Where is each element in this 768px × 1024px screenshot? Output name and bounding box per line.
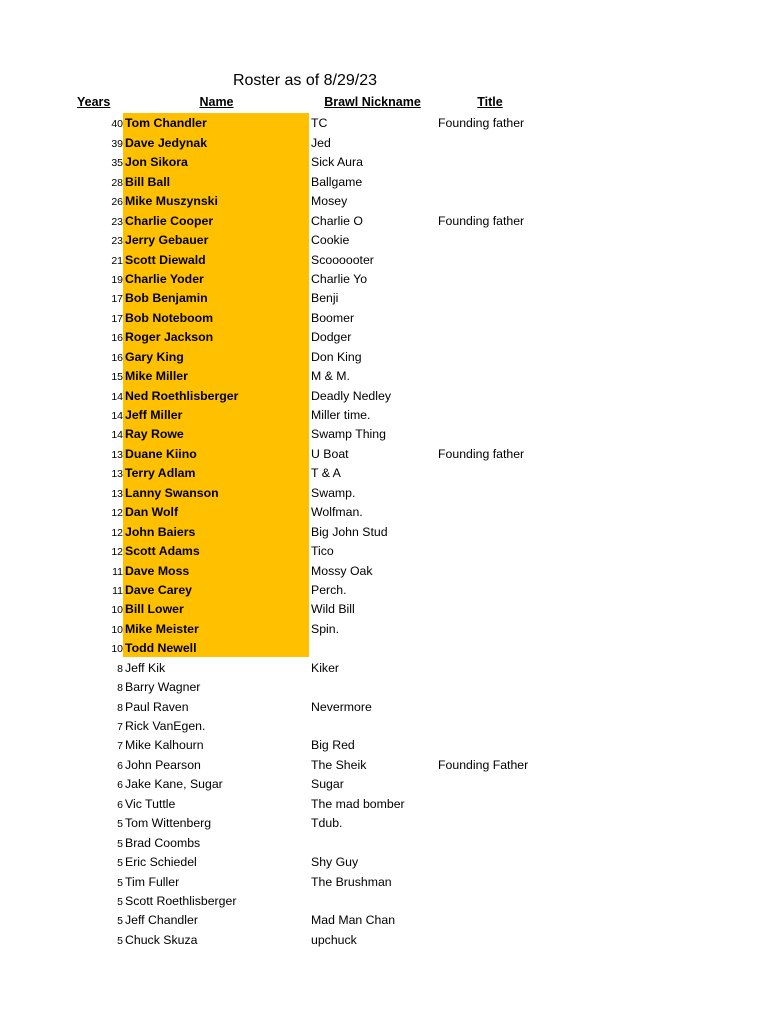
years-cell: 26 (111, 196, 123, 209)
name-cell: Dave Carey (125, 582, 192, 597)
years-cell: 5 (117, 895, 123, 908)
name-cell: Mike Muszynski (125, 194, 218, 209)
years-cell: 8 (117, 662, 123, 675)
roster-row (0, 618, 768, 637)
nickname-cell: Miller time. (311, 408, 371, 422)
roster-row (0, 852, 768, 871)
nickname-cell: TC (311, 116, 328, 131)
nickname-cell: Boomer (311, 310, 355, 325)
name-cell: Eric Schiedel (125, 855, 197, 870)
years-cell: 39 (111, 137, 123, 150)
roster-row (0, 210, 768, 229)
name-cell: Dave Jedynak (125, 135, 208, 150)
roster-row (0, 832, 768, 851)
years-cell: 16 (111, 351, 123, 364)
roster-row (0, 463, 768, 482)
years-cell: 5 (117, 934, 123, 947)
roster-row (0, 541, 768, 560)
years-cell: 17 (111, 312, 123, 325)
nickname-cell: Swamp. (311, 485, 356, 500)
name-cell: Duane Kiino (125, 446, 197, 461)
nickname-cell: T & A (311, 466, 341, 481)
name-cell: Vic Tuttle (125, 796, 176, 811)
title-cell: Founding father (438, 446, 525, 461)
name-cell: Jon Sikora (125, 155, 188, 170)
nickname-cell: Cookie (311, 233, 350, 248)
nickname-cell: M & M. (311, 369, 350, 384)
years-cell: 10 (111, 643, 123, 656)
roster-row (0, 735, 768, 754)
nickname-cell: Kiker (311, 660, 340, 675)
nickname-cell: Wild Bill (311, 602, 355, 617)
name-cell: John Baiers (125, 524, 196, 539)
years-cell: 35 (111, 157, 123, 170)
nickname-cell: Tico (311, 544, 334, 559)
name-cell: Dan Wolf (125, 505, 179, 520)
nickname-cell: The Brushman (311, 874, 392, 889)
name-cell: Ned Roethlisberger (125, 388, 239, 403)
name-cell: Terry Adlam (125, 466, 196, 481)
name-cell: Tom Wittenberg (125, 816, 212, 831)
years-cell: 10 (111, 604, 123, 617)
nickname-cell: Wolfman. (311, 505, 363, 520)
header-years: Years (77, 95, 111, 109)
header-nickname: Brawl Nickname (324, 95, 421, 109)
years-cell: 8 (117, 701, 123, 714)
nickname-cell: Mosey (311, 194, 348, 209)
name-cell: John Pearson (125, 757, 201, 772)
years-cell: 6 (117, 798, 123, 811)
name-cell: Ray Rowe (125, 427, 184, 442)
nickname-cell: Tdub. (311, 816, 343, 831)
roster-row (0, 230, 768, 249)
roster-row (0, 307, 768, 326)
roster-row (0, 696, 768, 715)
roster-row (0, 793, 768, 812)
roster-row (0, 754, 768, 773)
roster-row (0, 366, 768, 385)
nickname-cell: upchuck (311, 932, 357, 947)
title-cell: Founding father (438, 116, 525, 131)
name-cell: Bob Noteboom (125, 310, 214, 325)
nickname-cell: Big Red (311, 738, 355, 753)
nickname-cell: Sick Aura (311, 155, 363, 170)
roster-row (0, 424, 768, 443)
years-cell: 23 (111, 235, 123, 248)
roster-row (0, 346, 768, 365)
roster-row (0, 521, 768, 540)
roster-row (0, 191, 768, 210)
years-cell: 14 (111, 390, 123, 403)
years-cell: 28 (111, 176, 123, 189)
roster-row (0, 677, 768, 696)
roster-row (0, 405, 768, 424)
name-cell: Todd Newell (125, 641, 197, 656)
roster-row (0, 132, 768, 151)
nickname-cell: Swamp Thing (311, 427, 386, 442)
roster-row (0, 502, 768, 521)
name-cell: Brad Coombs (125, 835, 201, 850)
name-cell: Bill Lower (125, 602, 184, 617)
years-cell: 5 (117, 876, 123, 889)
name-cell: Charlie Cooper (125, 213, 214, 228)
nickname-cell: Scoooooter (311, 252, 374, 267)
name-cell: Jeff Chandler (125, 913, 198, 928)
roster-row (0, 269, 768, 288)
header-name: Name (199, 95, 234, 109)
roster-row (0, 813, 768, 832)
name-cell: Jake Kane, Sugar (125, 777, 223, 792)
years-cell: 5 (117, 837, 123, 850)
nickname-cell: Dodger (311, 330, 352, 345)
nickname-cell: Don King (311, 349, 362, 364)
years-cell: 10 (111, 623, 123, 636)
roster-table (0, 113, 768, 949)
years-cell: 12 (111, 507, 123, 520)
years-cell: 14 (111, 410, 123, 422)
name-cell: Dave Moss (125, 563, 190, 578)
roster-row (0, 327, 768, 346)
years-cell: 16 (111, 332, 123, 345)
name-cell: Roger Jackson (125, 330, 214, 345)
roster-row (0, 580, 768, 599)
name-cell: Jerry Gebauer (125, 233, 209, 248)
nickname-cell: The Sheik (311, 757, 367, 772)
name-cell: Mike Kalhourn (125, 738, 204, 753)
name-cell: Mike Miller (125, 369, 188, 384)
name-cell: Chuck Skuza (125, 932, 198, 947)
years-cell: 12 (111, 546, 123, 559)
years-cell: 13 (111, 468, 123, 481)
nickname-cell: Perch. (311, 582, 347, 597)
header-title: Title (477, 95, 503, 109)
years-cell: 8 (117, 682, 123, 695)
name-cell: Bill Ball (125, 174, 171, 189)
name-cell: Jeff Kik (125, 660, 166, 675)
years-cell: 17 (111, 293, 123, 306)
name-cell: Lanny Swanson (125, 485, 219, 500)
years-cell: 6 (117, 779, 123, 792)
roster-row (0, 113, 768, 132)
roster-row (0, 910, 768, 929)
name-cell: Tom Chandler (125, 116, 207, 131)
nickname-cell: Mad Man Chan (311, 913, 396, 928)
nickname-cell: Charlie O (311, 213, 363, 228)
roster-row (0, 560, 768, 579)
name-cell: Jeff Miller (125, 408, 183, 422)
title-cell: Founding father (438, 213, 525, 228)
nickname-cell: Mossy Oak (311, 563, 373, 578)
name-cell: Charlie Yoder (125, 271, 204, 286)
years-cell: 7 (117, 740, 123, 753)
roster-row (0, 171, 768, 190)
title-cell: Founding Father (438, 757, 529, 772)
years-cell: 23 (111, 215, 123, 228)
name-cell: Scott Diewald (125, 252, 206, 267)
years-cell: 5 (117, 857, 123, 870)
roster-row (0, 443, 768, 462)
name-cell: Scott Roethlisberger (125, 893, 237, 908)
roster-row (0, 482, 768, 501)
nickname-cell: Shy Guy (311, 855, 359, 870)
roster-row (0, 638, 768, 657)
roster-row (0, 891, 768, 910)
years-cell: 7 (117, 721, 123, 733)
roster-row (0, 774, 768, 793)
roster-row (0, 657, 768, 676)
nickname-cell: Ballgame (311, 174, 363, 189)
roster-row (0, 599, 768, 618)
nickname-cell: Deadly Nedley (311, 388, 391, 403)
years-cell: 13 (111, 448, 123, 461)
name-cell: Scott Adams (125, 544, 200, 559)
nickname-cell: Charlie Yo (311, 271, 368, 286)
nickname-cell: Big John Stud (311, 524, 388, 539)
nickname-cell: U Boat (311, 446, 349, 461)
years-cell: 13 (111, 487, 123, 500)
roster-row (0, 716, 768, 735)
years-cell: 21 (111, 254, 123, 267)
nickname-cell: Spin. (311, 621, 340, 636)
years-cell: 40 (111, 118, 123, 131)
nickname-cell: Nevermore (311, 699, 372, 714)
years-cell: 14 (111, 429, 123, 442)
roster-row (0, 871, 768, 890)
nickname-cell: Benji (311, 291, 339, 306)
page-title: Roster as of 8/29/23 (232, 72, 378, 89)
years-cell: 5 (117, 818, 123, 831)
years-cell: 6 (117, 759, 123, 772)
name-cell: Gary King (125, 349, 184, 364)
name-cell: Bob Benjamin (125, 291, 208, 306)
roster-row (0, 929, 768, 948)
name-cell: Barry Wagner (125, 680, 201, 695)
years-cell: 15 (111, 371, 123, 384)
roster-row (0, 288, 768, 307)
nickname-cell: Jed (311, 135, 331, 150)
name-cell: Tim Fuller (125, 874, 180, 889)
name-cell: Paul Raven (125, 699, 189, 714)
nickname-cell: The mad bomber (311, 796, 405, 811)
years-cell: 19 (111, 273, 123, 286)
name-cell: Mike Meister (125, 621, 199, 636)
roster-row (0, 385, 768, 404)
years-cell: 11 (112, 584, 123, 597)
name-cell: Rick VanEgen. (125, 719, 206, 733)
years-cell: 12 (111, 526, 123, 539)
roster-row (0, 249, 768, 268)
nickname-cell: Sugar (311, 777, 344, 792)
years-cell: 5 (117, 915, 123, 928)
years-cell: 11 (112, 565, 123, 578)
roster-row (0, 152, 768, 171)
